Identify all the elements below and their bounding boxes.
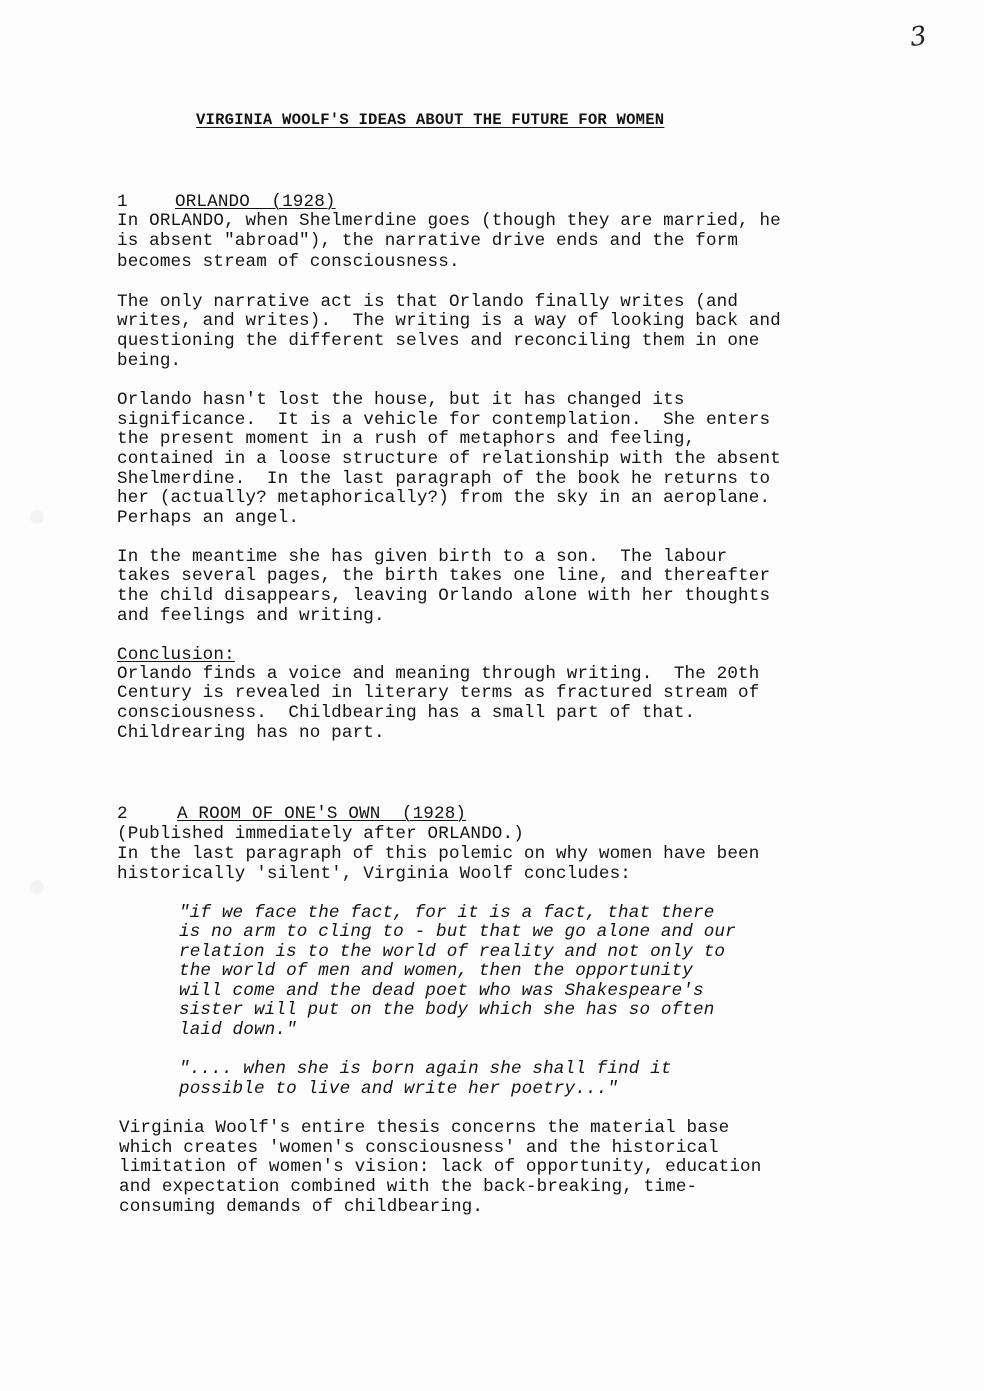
quote-line: "if we face the fact, for it is a fact, that there (179, 903, 715, 923)
text-line: In the meantime she has given birth to a son. The labour (117, 547, 728, 567)
quote-line: laid down." (179, 1020, 297, 1040)
text-line: the child disappears, leaving Orlando alone with her thoughts (117, 586, 771, 606)
text-line: Orlando finds a voice and meaning through writing. The 20th (117, 664, 760, 684)
section-number: 1 (117, 192, 128, 212)
text-line: and feelings and writing. (117, 606, 385, 626)
text-line: writes, and writes). The writing is a way of looking back and (117, 311, 781, 331)
text-line: The only narrative act is that Orlando finally writes (and (117, 292, 739, 312)
punch-hole-mark (30, 880, 44, 894)
quote-line: relation is to the world of reality and not only to (179, 942, 726, 962)
text-line: is absent "abroad"), the narrative drive ends and the form (117, 231, 739, 251)
text-line: which creates 'women's consciousness' and the historical (119, 1138, 719, 1158)
text-line: being. (117, 351, 182, 371)
quote-line: possible to live and write her poetry..." (179, 1079, 619, 1099)
text-line: Perhaps an angel. (117, 508, 300, 528)
text-line: Shelmerdine. In the last paragraph of the book he returns to (117, 469, 771, 489)
section-heading: ORLANDO (1928) (175, 192, 336, 212)
text-line: In the last paragraph of this polemic on why women have been (117, 844, 760, 864)
text-line: Virginia Woolf's entire thesis concerns the material base (119, 1118, 730, 1138)
text-line: Century is revealed in literary terms as fractured stream of (117, 683, 760, 703)
text-line: limitation of women's vision: lack of opportunity, education (119, 1157, 762, 1177)
text-line: the present moment in a rush of metaphors and feeling, (117, 429, 696, 449)
text-line: Childrearing has no part. (117, 723, 385, 743)
text-line: takes several pages, the birth takes one line, and thereafter (117, 566, 771, 586)
text-line: and expectation combined with the back-breaking, time- (119, 1177, 698, 1197)
text-line: becomes stream of consciousness. (117, 252, 460, 272)
text-line: her (actually? metaphorically?) from the sky in an aeroplane. (117, 488, 771, 508)
quote-line: will come and the dead poet who was Shakespeare's (179, 981, 704, 1001)
text-line: questioning the different selves and reconciling them in one (117, 331, 760, 351)
text-line: consuming demands of childbearing. (119, 1197, 484, 1217)
text-line: contained in a loose structure of relationship with the absent (117, 449, 781, 469)
punch-hole-mark (30, 510, 44, 524)
section-heading: A ROOM OF ONE'S OWN (1928) (177, 804, 467, 824)
quote-line: the world of men and women, then the opportunity (179, 961, 693, 981)
text-line: (Published immediately after ORLANDO.) (117, 824, 524, 844)
text-line: Orlando hasn't lost the house, but it has changed its (117, 390, 685, 410)
document-title: VIRGINIA WOOLF'S IDEAS ABOUT THE FUTURE FOR WOMEN (196, 111, 665, 129)
conclusion-label: Conclusion: (117, 645, 235, 665)
text-line: significance. It is a vehicle for contemplation. She enters (117, 410, 771, 430)
quote-line: is no arm to cling to - but that we go alone and our (179, 922, 736, 942)
text-line: consciousness. Childbearing has a small part of that. (117, 703, 696, 723)
text-line: historically 'silent', Virginia Woolf concludes: (117, 864, 631, 884)
section-number: 2 (117, 804, 128, 824)
quote-line: ".... when she is born again she shall find it (179, 1059, 672, 1079)
text-line: In ORLANDO, when Shelmerdine goes (though they are married, he (117, 211, 781, 231)
quote-line: sister will put on the body which she has so often (179, 1000, 715, 1020)
handwritten-page-number: 3 (907, 20, 929, 54)
